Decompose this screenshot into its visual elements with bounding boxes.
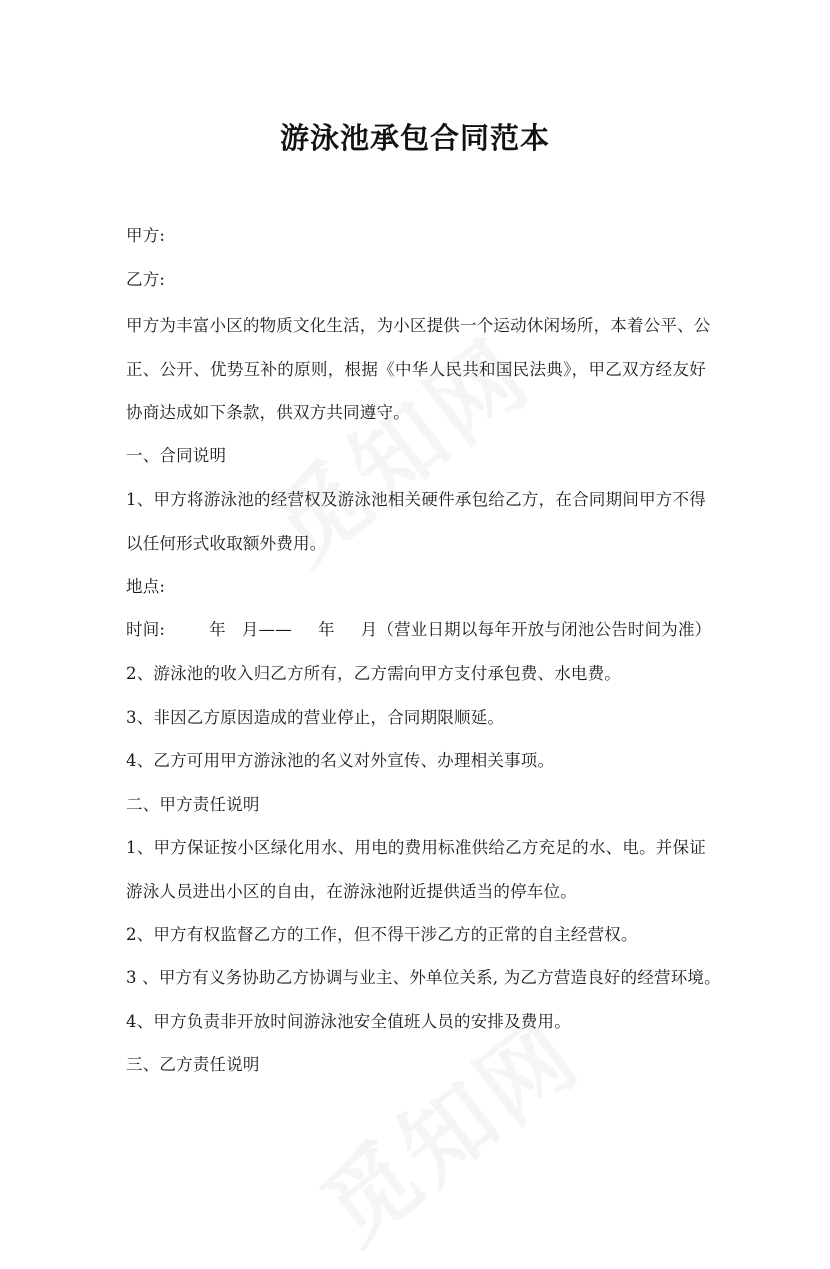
- time-month-2: 月（营业日期以每年开放与闭池公告时间为准）: [360, 620, 712, 639]
- s2-item-3: 3 、甲方有义务协助乙方协调与业主、外单位关系, 为乙方营造良好的经营环境。: [126, 968, 721, 987]
- s2-item-1-line-2: 游泳人员进出小区的自由，在游泳池附近提供适当的停车位。: [126, 882, 577, 901]
- time-label: 时间:: [126, 620, 166, 639]
- intro-line-2: 正、公开、优势互补的原则，根据《中华人民共和国民法典》，甲乙双方经友好: [126, 360, 706, 379]
- section-3-heading: 三、乙方责任说明: [126, 1055, 260, 1074]
- s1-item-1-line-2: 以任何形式收取额外费用。: [126, 534, 327, 553]
- s2-item-2: 2、甲方有权监督乙方的工作，但不得干涉乙方的正常的自主经营权。: [126, 925, 638, 944]
- s1-item-3: 3、非因乙方原因造成的营业停止，合同期限顺延。: [126, 708, 505, 727]
- time-year-2: 年: [317, 620, 335, 639]
- document-title: 游泳池承包合同范本: [279, 121, 550, 155]
- s2-item-4: 4、甲方负责非开放时间游泳池安全值班人员的安排及费用。: [126, 1012, 571, 1031]
- time-year-1: 年: [209, 620, 226, 639]
- intro-line-3: 协商达成如下条款，供双方共同遵守。: [126, 403, 410, 422]
- s1-item-1-line-1: 1、甲方将游泳池的经营权及游泳池相关硬件承包给乙方，在合同期间甲方不得: [126, 490, 706, 509]
- location-label: 地点:: [126, 577, 166, 596]
- intro-line-1: 甲方为丰富小区的物质文化生活，为小区提供一个运动休闲场所，本着公平、公: [126, 316, 711, 335]
- section-2-heading: 二、甲方责任说明: [126, 795, 260, 814]
- s1-item-4: 4、乙方可用甲方游泳池的名义对外宣传、办理相关事项。: [126, 751, 555, 770]
- section-1-heading: 一、合同说明: [126, 446, 227, 465]
- party-b-label: 乙方:: [126, 270, 166, 289]
- s2-item-1-line-1: 1、甲方保证按小区绿化用水、用电的费用标准供给乙方充足的水、电。并保证: [126, 838, 706, 857]
- time-month-1: 月——: [241, 620, 292, 639]
- party-a-label: 甲方:: [126, 226, 166, 245]
- s1-item-2: 2、游泳池的收入归乙方所有，乙方需向甲方支付承包费、水电费。: [126, 664, 621, 683]
- time-line: [126, 616, 711, 640]
